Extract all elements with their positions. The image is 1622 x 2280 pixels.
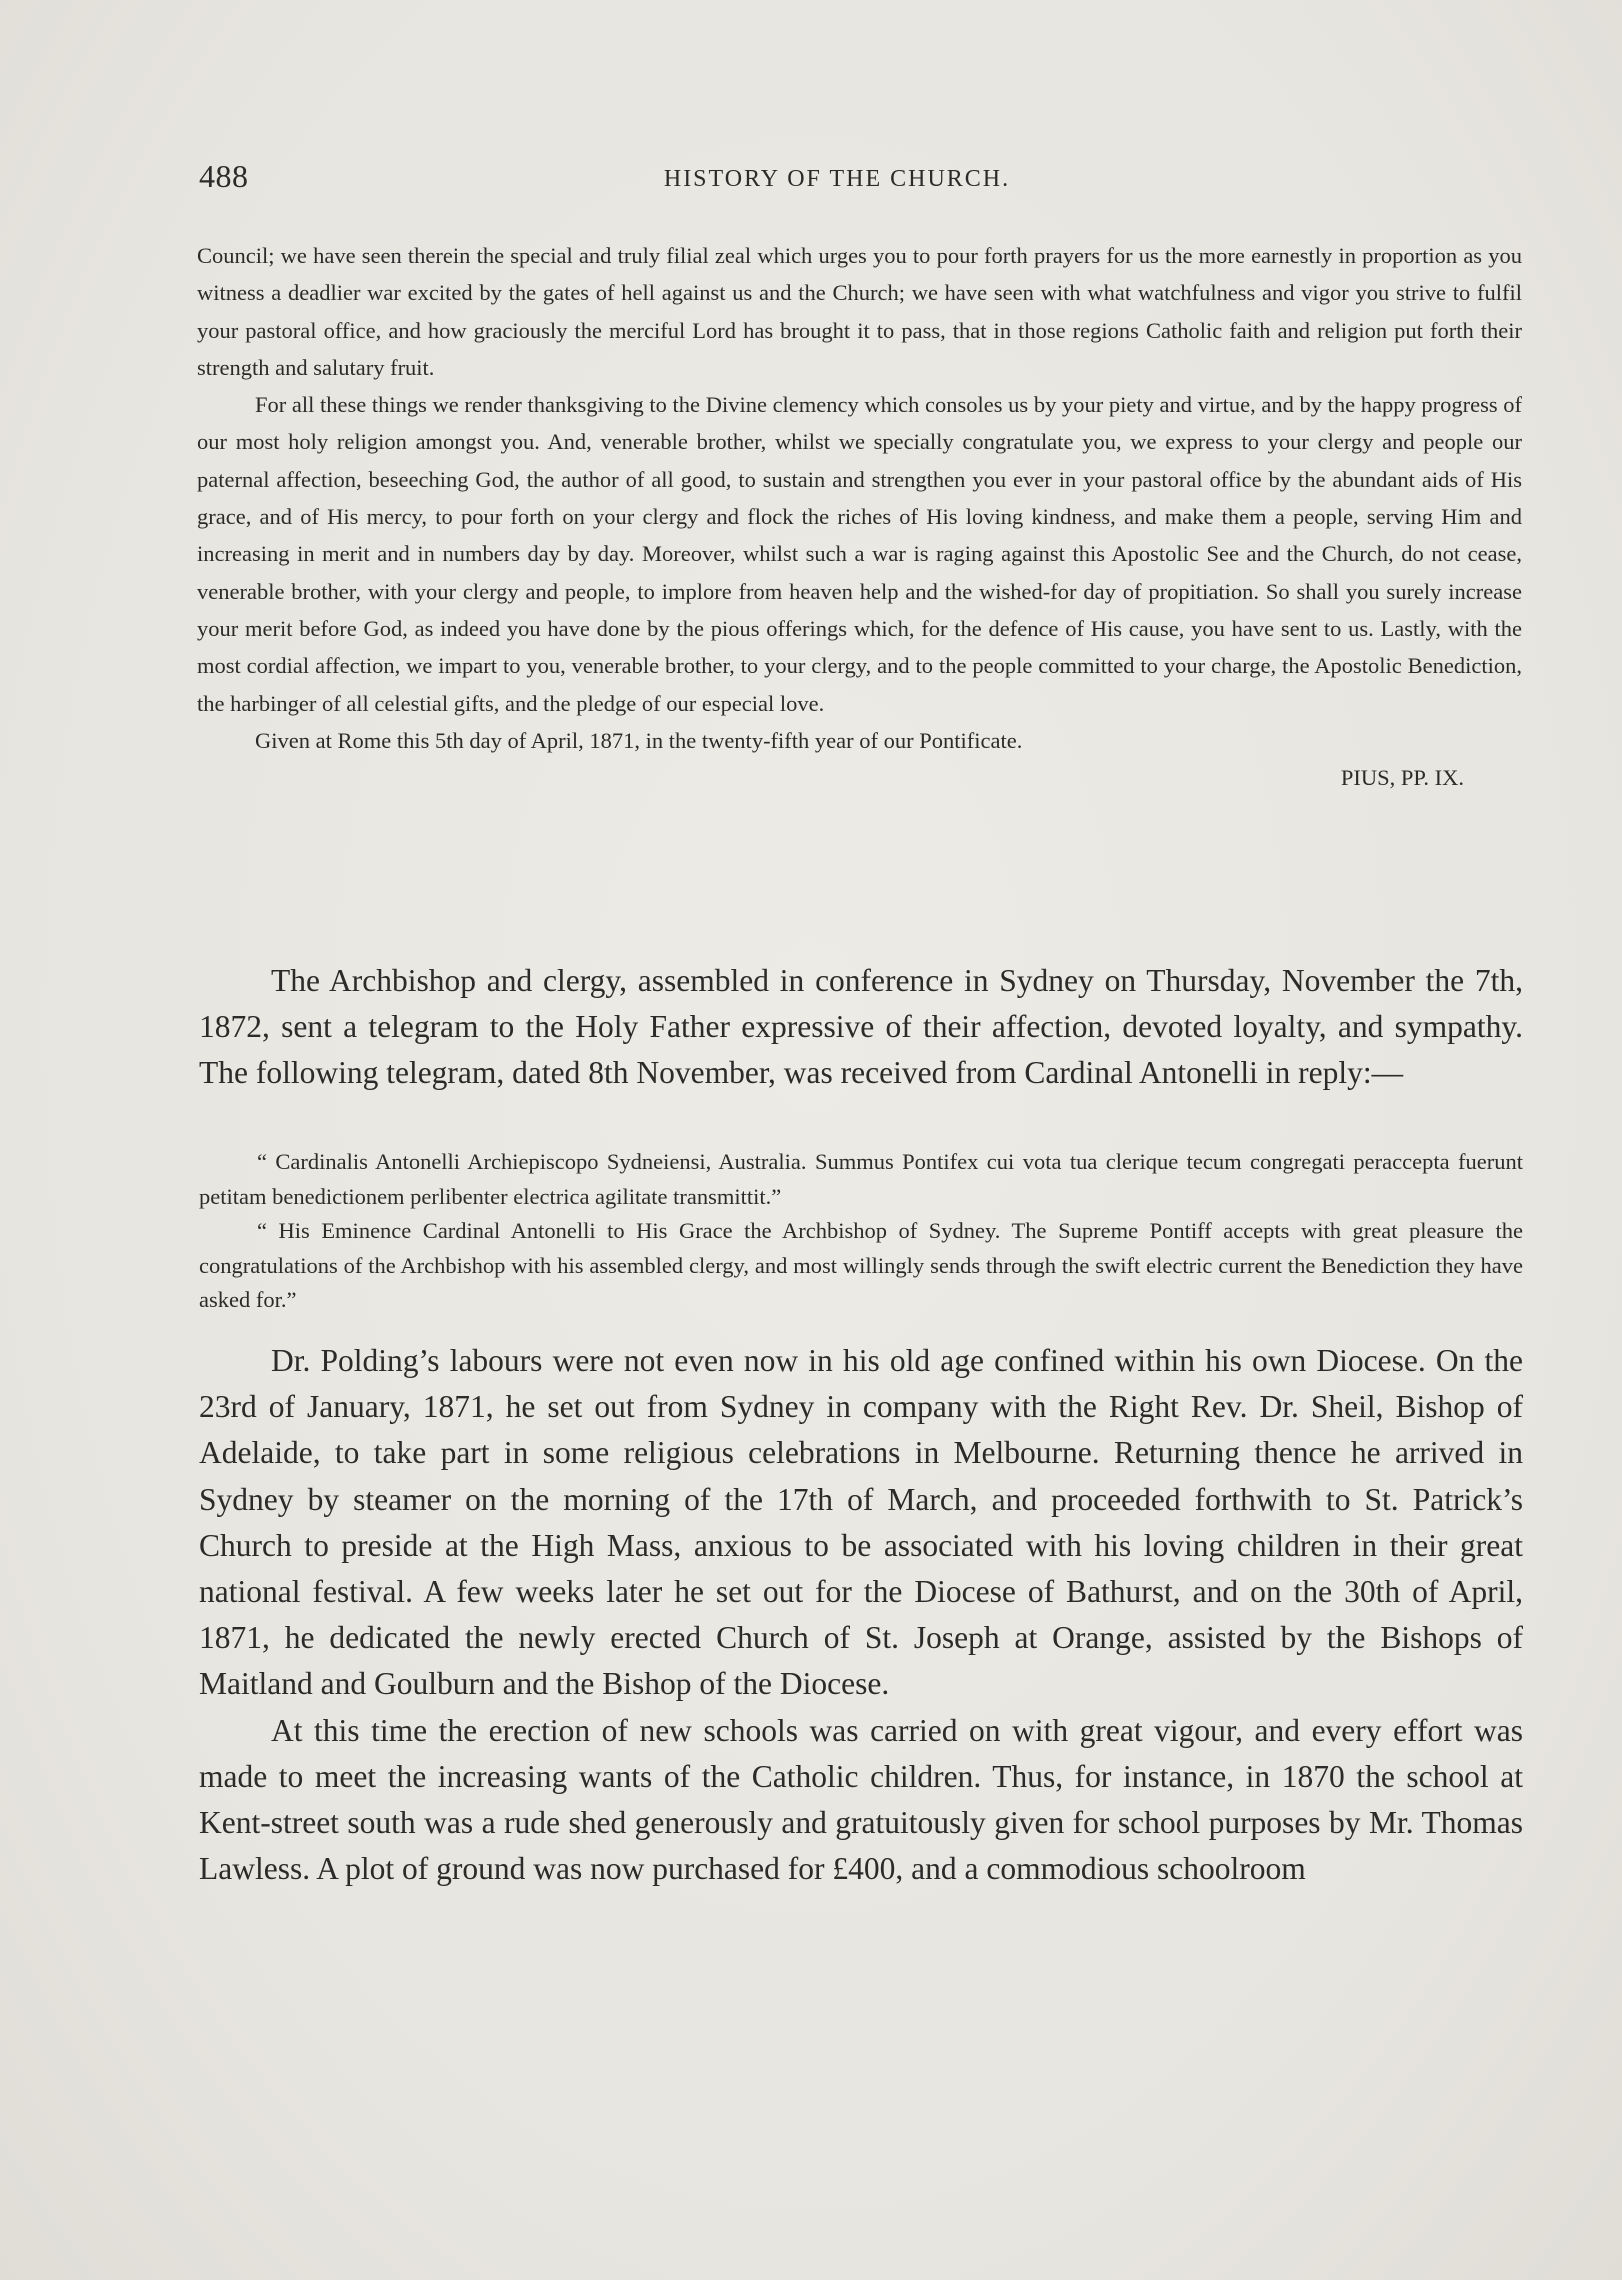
body-paragraph: Dr. Polding’s labours were not even now in his old age confined within his own Diocese. On the 23rd of January, 1871, he set out from Sydney in company with the Right Rev. Dr. Sheil, Bishop of Adelaide, to take part in some religious celebrations in Melbourne. Returning thence he arrived in Sydney by steamer on the morning of the 17th of March, and proceeded forthwith to St. Patrick’s Church to preside at the High Mass, anxious to be associated with his loving children in their great national festival. A few weeks later he set out for the Diocese of Bathurst, and on the 30th of April, 1871, he dedicated the newly erected Church of St. Joseph at Orange, assisted by the Bishops of Maitland and Goulburn and the Bishop of the Diocese.: [199, 1343, 1523, 1702]
letter-paragraph: Council; we have seen therein the special and truly filial zeal which urges you to pour forth prayers for us the more earnestly in proportion as you witness a deadlier war excited by the gates of hell against us and the Church; we have seen with what watchfulness and vigor you strive to fulfil your pastoral office, and how graciously the merciful Lord has brought it to pass, that in those regions Catholic faith and religion put forth their strength and salutary fruit.: [197, 243, 1522, 380]
papal-letter: [197, 237, 1522, 796]
body-paragraph-telegram-intro: [199, 958, 1523, 1097]
letter-dateline: Given at Rome this 5th day of April, 1871, in the twenty-fifth year of our Pontificate.: [255, 727, 1023, 753]
body-paragraph: The Archbishop and clergy, assembled in conference in Sydney on Thursday, November the 7th, 1872, sent a telegram to the Holy Father expressive of their affection, devoted loyalty, and sympathy. The following telegram, dated 8th November, was received from Cardinal Antonelli in reply:—: [199, 963, 1523, 1091]
body-paragraph: At this time the erection of new schools was carried on with great vigour, and every effort was made to meet the increasing wants of the Catholic children. Thus, for instance, in 1870 the school at Kent-street south was a rude shed generously and gratuitously given for school purposes by Mr. Thomas Lawless. A plot of ground was now purchased for £400, and a commodious schoolroom: [199, 1712, 1523, 1887]
page-header: [199, 158, 1475, 208]
telegram-quote: [199, 1145, 1523, 1318]
telegram-english: “ His Eminence Cardinal Antonelli to His Grace the Archbishop of Sydney. The Supreme Pontiff accepts with great pleasure the congratulations of the Archbishop with his assembled clergy, and most willingly sends through the swift electric current the Benediction they have asked for.”: [199, 1218, 1523, 1313]
page-number: 488: [199, 158, 249, 194]
body-text-main: [199, 1338, 1523, 1892]
running-title: HISTORY OF THE CHURCH.: [663, 166, 1011, 192]
telegram-latin: “ Cardinalis Antonelli Archiepiscopo Sydneiensi, Australia. Summus Pontifex cui vota tua clerique tecum congregati peraccepta fuerunt petitam benedictionem perlibenter electrica agilitate transmittit.”: [199, 1149, 1523, 1209]
letter-paragraph: For all these things we render thanksgiving to the Divine clemency which consoles us by your piety and virtue, and by the happy progress of our most holy religion amongst you. And, venerable brother, whilst we specially congratulate you, we express to your clergy and people our paternal affection, beseeching God, the author of all good, to sustain and strengthen you ever in your pastoral office by the abundant aids of His grace, and of His mercy, to pour forth on your clergy and flock the riches of His loving kindness, and make them a people, serving Him and increasing in merit and in numbers day by day. Moreover, whilst such a war is raging against this Apostolic See and the Church, do not cease, venerable brother, with your clergy and people, to implore from heaven help and the wished-for day of propitiation. So shall you surely increase your merit before God, as indeed you have done by the pious offerings which, for the defence of His cause, you have sent to us. Lastly, with the most cordial affection, we impart to you, venerable brother, to your clergy, and to the people committed to your charge, the Apostolic Benediction, the harbinger of all celestial gifts, and the pledge of our especial love.: [197, 392, 1522, 716]
letter-signature: PIUS, PP. IX.: [1340, 765, 1464, 791]
